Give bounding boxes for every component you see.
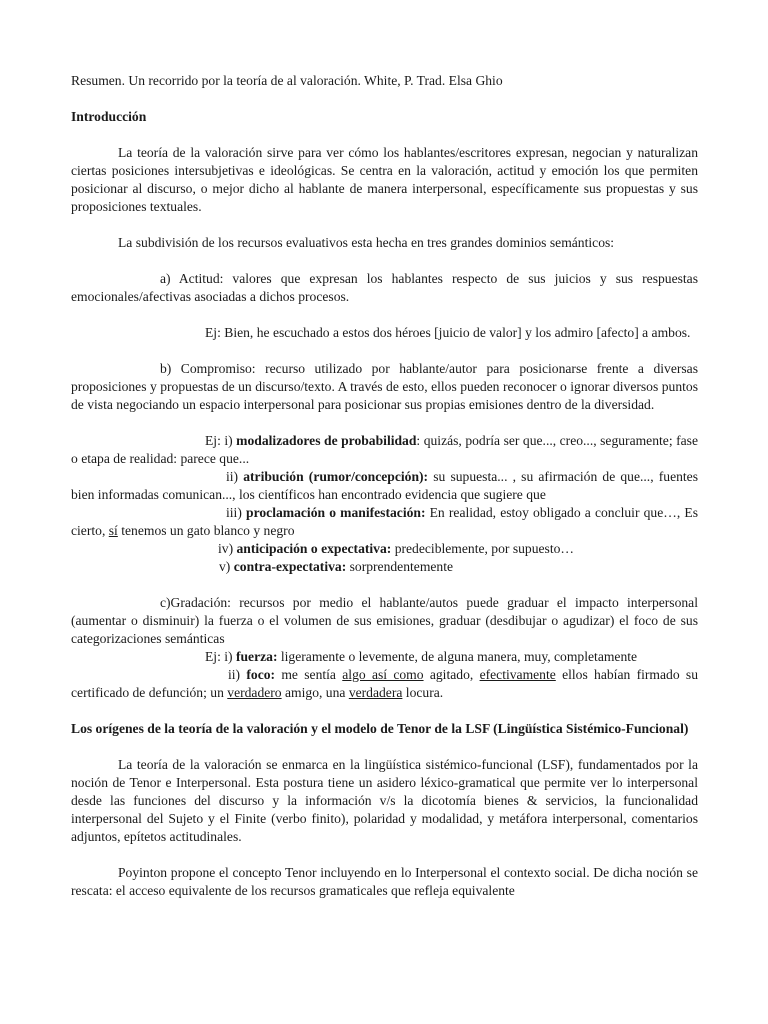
example-compromiso-v: v) contra-expectativa: sorprendentemente (219, 559, 454, 574)
term-contra-expectativa: contra-expectativa: (233, 559, 347, 574)
example-actitud: Ej: Bien, he escuchado a estos dos héroes [juicio de valor] y los admiro [afecto] a ambos. (205, 325, 691, 340)
term-anticipacion: anticipación o expectativa: (236, 541, 392, 556)
item-compromiso: b) Compromiso: recurso utilizado por hablante/autor para posicionarse frente a diversas proposiciones y propuestas de un discurso/texto. A través de esto, ellos pueden reconocer o ignorar diversos puntos de vista negociando un espacio interpersonal para posicionar sus propias emisiones dentro de la diversidad. (71, 361, 698, 412)
underlined-si: sí (108, 523, 118, 538)
term-proclamacion: proclamación o manifestación: (246, 505, 426, 520)
example-compromiso-ii: ii) atribución (rumor/concepción): su supuesta... , su afirmación de que..., fuentes bien informadas comunican..., los científicos han encontrado evidencia que sugiere que (71, 469, 698, 502)
underlined-verdadera: verdadera (348, 685, 403, 700)
underlined-efectivamente: efectivamente (479, 667, 556, 682)
document-header: Resumen. Un recorrido por la teoría de al valoración. White, P. Trad. Elsa Ghio (71, 73, 503, 88)
example-gradacion-i: Ej: i) fuerza: ligeramente o levemente, de alguna manera, muy, completamente (205, 649, 638, 664)
item-actitud: a) Actitud: valores que expresan los hablantes respecto de sus juicios y sus respuestas emocionales/afectivas asociadas a dichos procesos. (71, 271, 698, 304)
example-compromiso-iv: iv) anticipación o expectativa: predeciblemente, por supuesto… (218, 541, 575, 556)
underlined-algo-asi-como: algo así como (342, 667, 424, 682)
term-foco: foco: (246, 667, 276, 682)
paragraph-poyinton: Poyinton propone el concepto Tenor incluyendo en lo Interpersonal el contexto social. De dicha noción se rescata: el acceso equivalente de los recursos gramaticales que refleja equivalente (71, 865, 698, 898)
term-fuerza: fuerza: (235, 649, 278, 664)
section-heading-introduccion: Introducción (71, 109, 147, 124)
item-gradacion: c)Gradación: recursos por medio el hablante/autos puede graduar el impacto interpersonal (aumentar o disminuir) la fuerza o el volumen de sus emisiones, graduar (desdibujar o agudizar) el foco de sus categorizaciones semánticas (71, 595, 698, 646)
example-compromiso-i: Ej: i) modalizadores de probabilidad: quizás, podría ser que..., creo..., seguramente; fase o etapa de realidad: parece que... (71, 433, 698, 466)
section-heading-origenes: Los orígenes de la teoría de la valoración y el modelo de Tenor de la LSF (Lingüística Sistémico-Funcional) (71, 721, 689, 736)
paragraph-subdivision: La subdivisión de los recursos evaluativos esta hecha en tres grandes dominios semánticos: (118, 235, 615, 250)
example-gradacion-ii: ii) foco: me sentía algo así como agitado, efectivamente ellos habían firmado su certificado de defunción; un verdadero amigo, una verdadera locura. (71, 667, 698, 700)
term-modalizadores: modalizadores de probabilidad (236, 433, 417, 448)
example-compromiso-iii: iii) proclamación o manifestación: En realidad, estoy obligado a concluir que…, Es cierto, sí tenemos un gato blanco y negro (71, 505, 698, 538)
document-body (71, 72, 698, 900)
underlined-verdadero: verdadero (227, 685, 282, 700)
paragraph-lsf: La teoría de la valoración se enmarca en la lingüística sistémico-funcional (LSF), fundamentados por la noción de Tenor e Interpersonal. Esta postura tiene un asidero léxico-gramatical que permite ver lo interpersonal desde las funciones del discurso y la información v/s la dicotomía bienes & servicios, la funcionalidad interpersonal del Sujeto y el Finite (verbo finito), polaridad y modalidad, y metáfora interpersonal, comentarios adjuntos, epítetos actitudinales. (71, 757, 698, 844)
term-atribucion: atribución (rumor/concepción): (243, 469, 429, 484)
paragraph-intro: La teoría de la valoración sirve para ver cómo los hablantes/escritores expresan, negocian y naturalizan ciertas posiciones intersubjetivas e ideológicas. Se centra en la valoración, actitud y emoción los que permiten posicionar al discurso, o mejor dicho al hablante de manera interpersonal, específicamente sus propuestas y sus proposiciones textuales. (71, 145, 698, 214)
